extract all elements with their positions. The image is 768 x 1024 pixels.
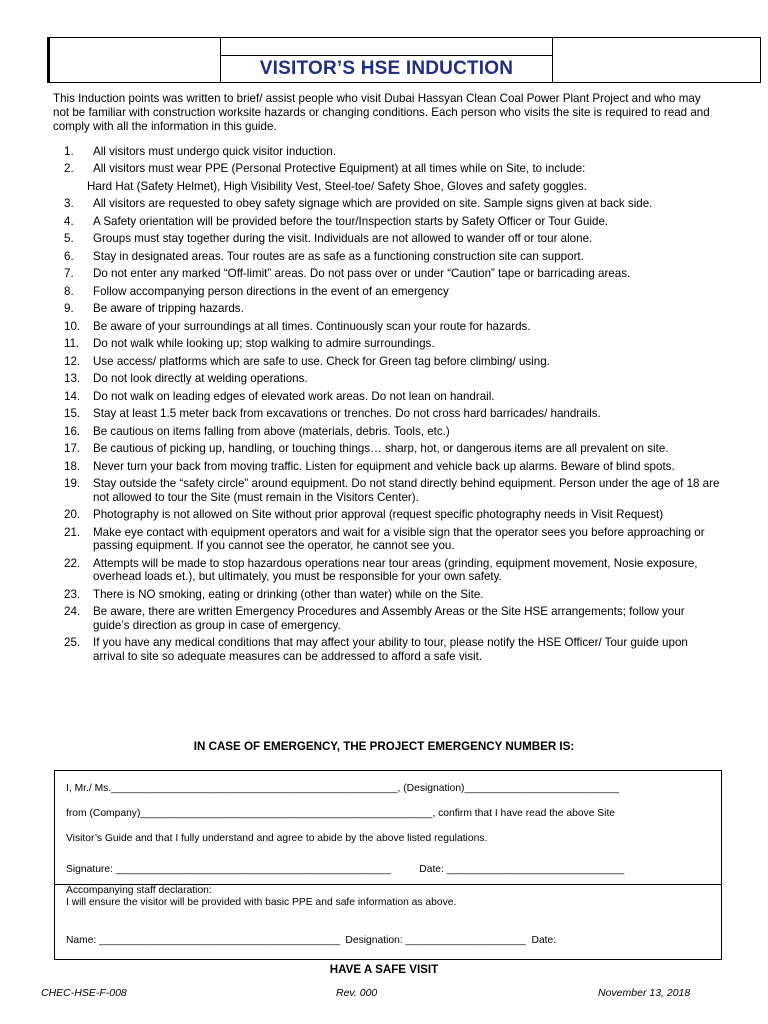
rule-item (64, 605, 720, 632)
rule-text: Stay outside the “safety circle” around equipment. Do not stand directly behind equipment. Person under the age of 18 are not allowed to tour the Site (must remain in the Visitors Center). (93, 477, 720, 504)
rule-item (64, 460, 720, 474)
rule-item (64, 372, 720, 386)
page-title: VISITOR’S HSE INDUCTION (259, 58, 514, 79)
rule-number: 7. (64, 267, 74, 281)
rule-text: Never turn your back from moving traffic. Listen for equipment and vehicle back up alarms. Beware of blind spots. (93, 459, 675, 473)
rule-text: Do not walk while looking up; stop walking to admire surroundings. (93, 337, 435, 351)
rule-number: 6. (64, 249, 74, 263)
rule-text: Stay at least 1.5 meter back from excavations or trenches. Do not cross hard barricades/ handrails. (93, 407, 601, 421)
rule-item (64, 508, 720, 522)
rule-number: 23. (64, 587, 81, 601)
rule-item (64, 162, 720, 176)
rule-text: Follow accompanying person directions in the event of an emergency (93, 284, 449, 298)
rule-text: All visitors are requested to obey safety signage which are provided on site. Sample signs given at back side. (93, 197, 653, 211)
rule-text: Do not walk on leading edges of elevated work areas. Do not lean on handrail. (93, 389, 495, 403)
intro-paragraph: This Induction points was written to brief/ assist people who visit Dubai Hassyan Clean Coal Power Plant Project and who may not be familiar with construction worksite hazards or changing conditions. Each person who visits the site is required to read and comply with all the information in this guide. (53, 92, 710, 133)
rule-text: Be aware, there are written Emergency Procedures and Assembly Areas or the Site HSE arrangements; follow your guide’s direction as group in case of emergency. (93, 605, 685, 632)
rule-text: Use access/ platforms which are safe to use. Check for Green tag before climbing/ using. (93, 354, 550, 368)
rule-item (64, 232, 720, 246)
rule-number: 9. (64, 302, 74, 316)
rule-number: 17. (64, 442, 81, 456)
footer-revision: Rev. 000 (336, 987, 378, 999)
rule-item (64, 636, 720, 663)
rule-item (64, 215, 720, 229)
rule-item (64, 180, 720, 194)
rule-number: 22. (64, 556, 81, 570)
rule-text: Stay in designated areas. Tour routes are as safe as a functioning construction site can support. (93, 249, 584, 263)
rule-text: Be cautious on items falling from above (materials, debris. Tools, etc.) (93, 424, 450, 438)
rule-number: 2. (64, 162, 74, 176)
rule-number: 10. (64, 319, 81, 333)
staff-declaration-text: I will ensure the visitor will be provided with basic PPE and safe information as above. (66, 897, 457, 908)
rule-item (64, 250, 720, 264)
rule-text: Make eye contact with equipment operators and wait for a visible sign that the operator sees you before approaching or passing equipment. If you cannot see the operator, he cannot see you. (93, 525, 705, 553)
rule-item (64, 355, 720, 369)
agreement-text: Visitor’s Guide and that I fully understand and agree to abide by the above listed regulations. (66, 833, 488, 844)
rule-text: All visitors must undergo quick visitor induction. (93, 145, 336, 158)
rule-number: 5. (64, 232, 74, 246)
rule-number: 12. (64, 354, 81, 368)
rule-number: 1. (64, 145, 74, 158)
rule-number: 14. (64, 389, 81, 403)
rule-item (64, 557, 720, 584)
footer-doc-code: CHEC-HSE-F-008 (41, 987, 127, 999)
rule-number: 18. (64, 459, 81, 473)
rule-text: A Safety orientation will be provided before the tour/Inspection starts by Safety Officer or Tour Guide. (93, 214, 609, 228)
rule-text: Be aware of tripping hazards. (93, 302, 244, 316)
rule-text: Groups must stay together during the visit. Individuals are not allowed to wander off or tour alone. (93, 232, 593, 246)
closing-message: HAVE A SAFE VISIT (329, 963, 439, 976)
rule-number: 15. (64, 407, 81, 421)
rule-number: 13. (64, 372, 81, 386)
rule-item (64, 407, 720, 421)
visitor-name-line[interactable]: I, Mr./ Ms.__________________________________________________, (Designation)___________________________ (66, 783, 620, 794)
footer-date: November 13, 2018 (598, 987, 691, 999)
rule-text: Photography is not allowed on Site without prior approval (request specific photography needs in Visit Request) (93, 508, 664, 522)
rule-number: 20. (64, 508, 81, 522)
rule-text: There is NO smoking, eating or drinking (other than water) while on the Site. (93, 587, 484, 601)
rule-item (64, 197, 720, 211)
rule-item (64, 526, 720, 553)
rule-text: Attempts will be made to stop hazardous operations near tour areas (grinding, equipment movement, Nosie exposure, overhead loads et.), but ultimately, you must be responsible for your own safety. (93, 556, 698, 584)
rule-text: If you have any medical conditions that may affect your ability to tour, please notify the HSE Officer/ Tour guide upon arrival to site so adequate measures can be addressed to afford a safe visit. (93, 636, 688, 664)
staff-signoff-line[interactable]: Name: __________________________________________ Designation: _____________________ Date: (66, 935, 557, 946)
rule-number: 8. (64, 284, 74, 298)
rule-number: 24. (64, 605, 81, 619)
rule-number: 21. (64, 525, 81, 539)
rule-item (64, 425, 720, 439)
rule-item (64, 390, 720, 404)
company-line[interactable]: from (Company)___________________________________________________, confirm that I have read the above Site (66, 808, 616, 819)
rule-text: Be aware of your surroundings at all times. Continuously scan your route for hazards. (93, 319, 531, 333)
staff-declaration-heading: Accompanying staff declaration: (66, 885, 212, 896)
rule-item (64, 285, 720, 299)
rule-number: 25. (64, 636, 81, 650)
rule-item (64, 302, 720, 316)
signature-line[interactable]: Signature: ________________________________________________ Date: _______________________________ (66, 864, 625, 875)
rule-text: Hard Hat (Safety Helmet), High Visibility Vest, Steel-toe/ Safety Shoe, Gloves and safety goggles. (87, 179, 587, 193)
rule-text: Do not enter any marked “Off-limit” areas. Do not pass over or under “Caution” tape or barricading areas. (93, 267, 631, 281)
rule-text: Do not look directly at welding operations. (93, 372, 308, 386)
rule-number: 11. (64, 337, 80, 351)
rules-list (64, 145, 720, 668)
rule-text: All visitors must wear PPE (Personal Protective Equipment) at all times while on Site, to include: (93, 162, 586, 176)
rule-item (64, 588, 720, 602)
rule-text: Be cautious of picking up, handling, or touching things… sharp, hot, or dangerous items are all prevalent on site. (93, 442, 669, 456)
rule-item (64, 477, 720, 504)
rule-number: 19. (64, 477, 81, 491)
rule-item (64, 337, 720, 351)
emergency-heading: IN CASE OF EMERGENCY, THE PROJECT EMERGENCY NUMBER IS: (193, 740, 575, 753)
rule-number: 16. (64, 424, 81, 438)
rule-item (64, 145, 720, 159)
rule-number: 4. (64, 214, 74, 228)
rule-item (64, 320, 720, 334)
rule-item (64, 267, 720, 281)
rule-number: 3. (64, 197, 74, 211)
rule-item (64, 442, 720, 456)
